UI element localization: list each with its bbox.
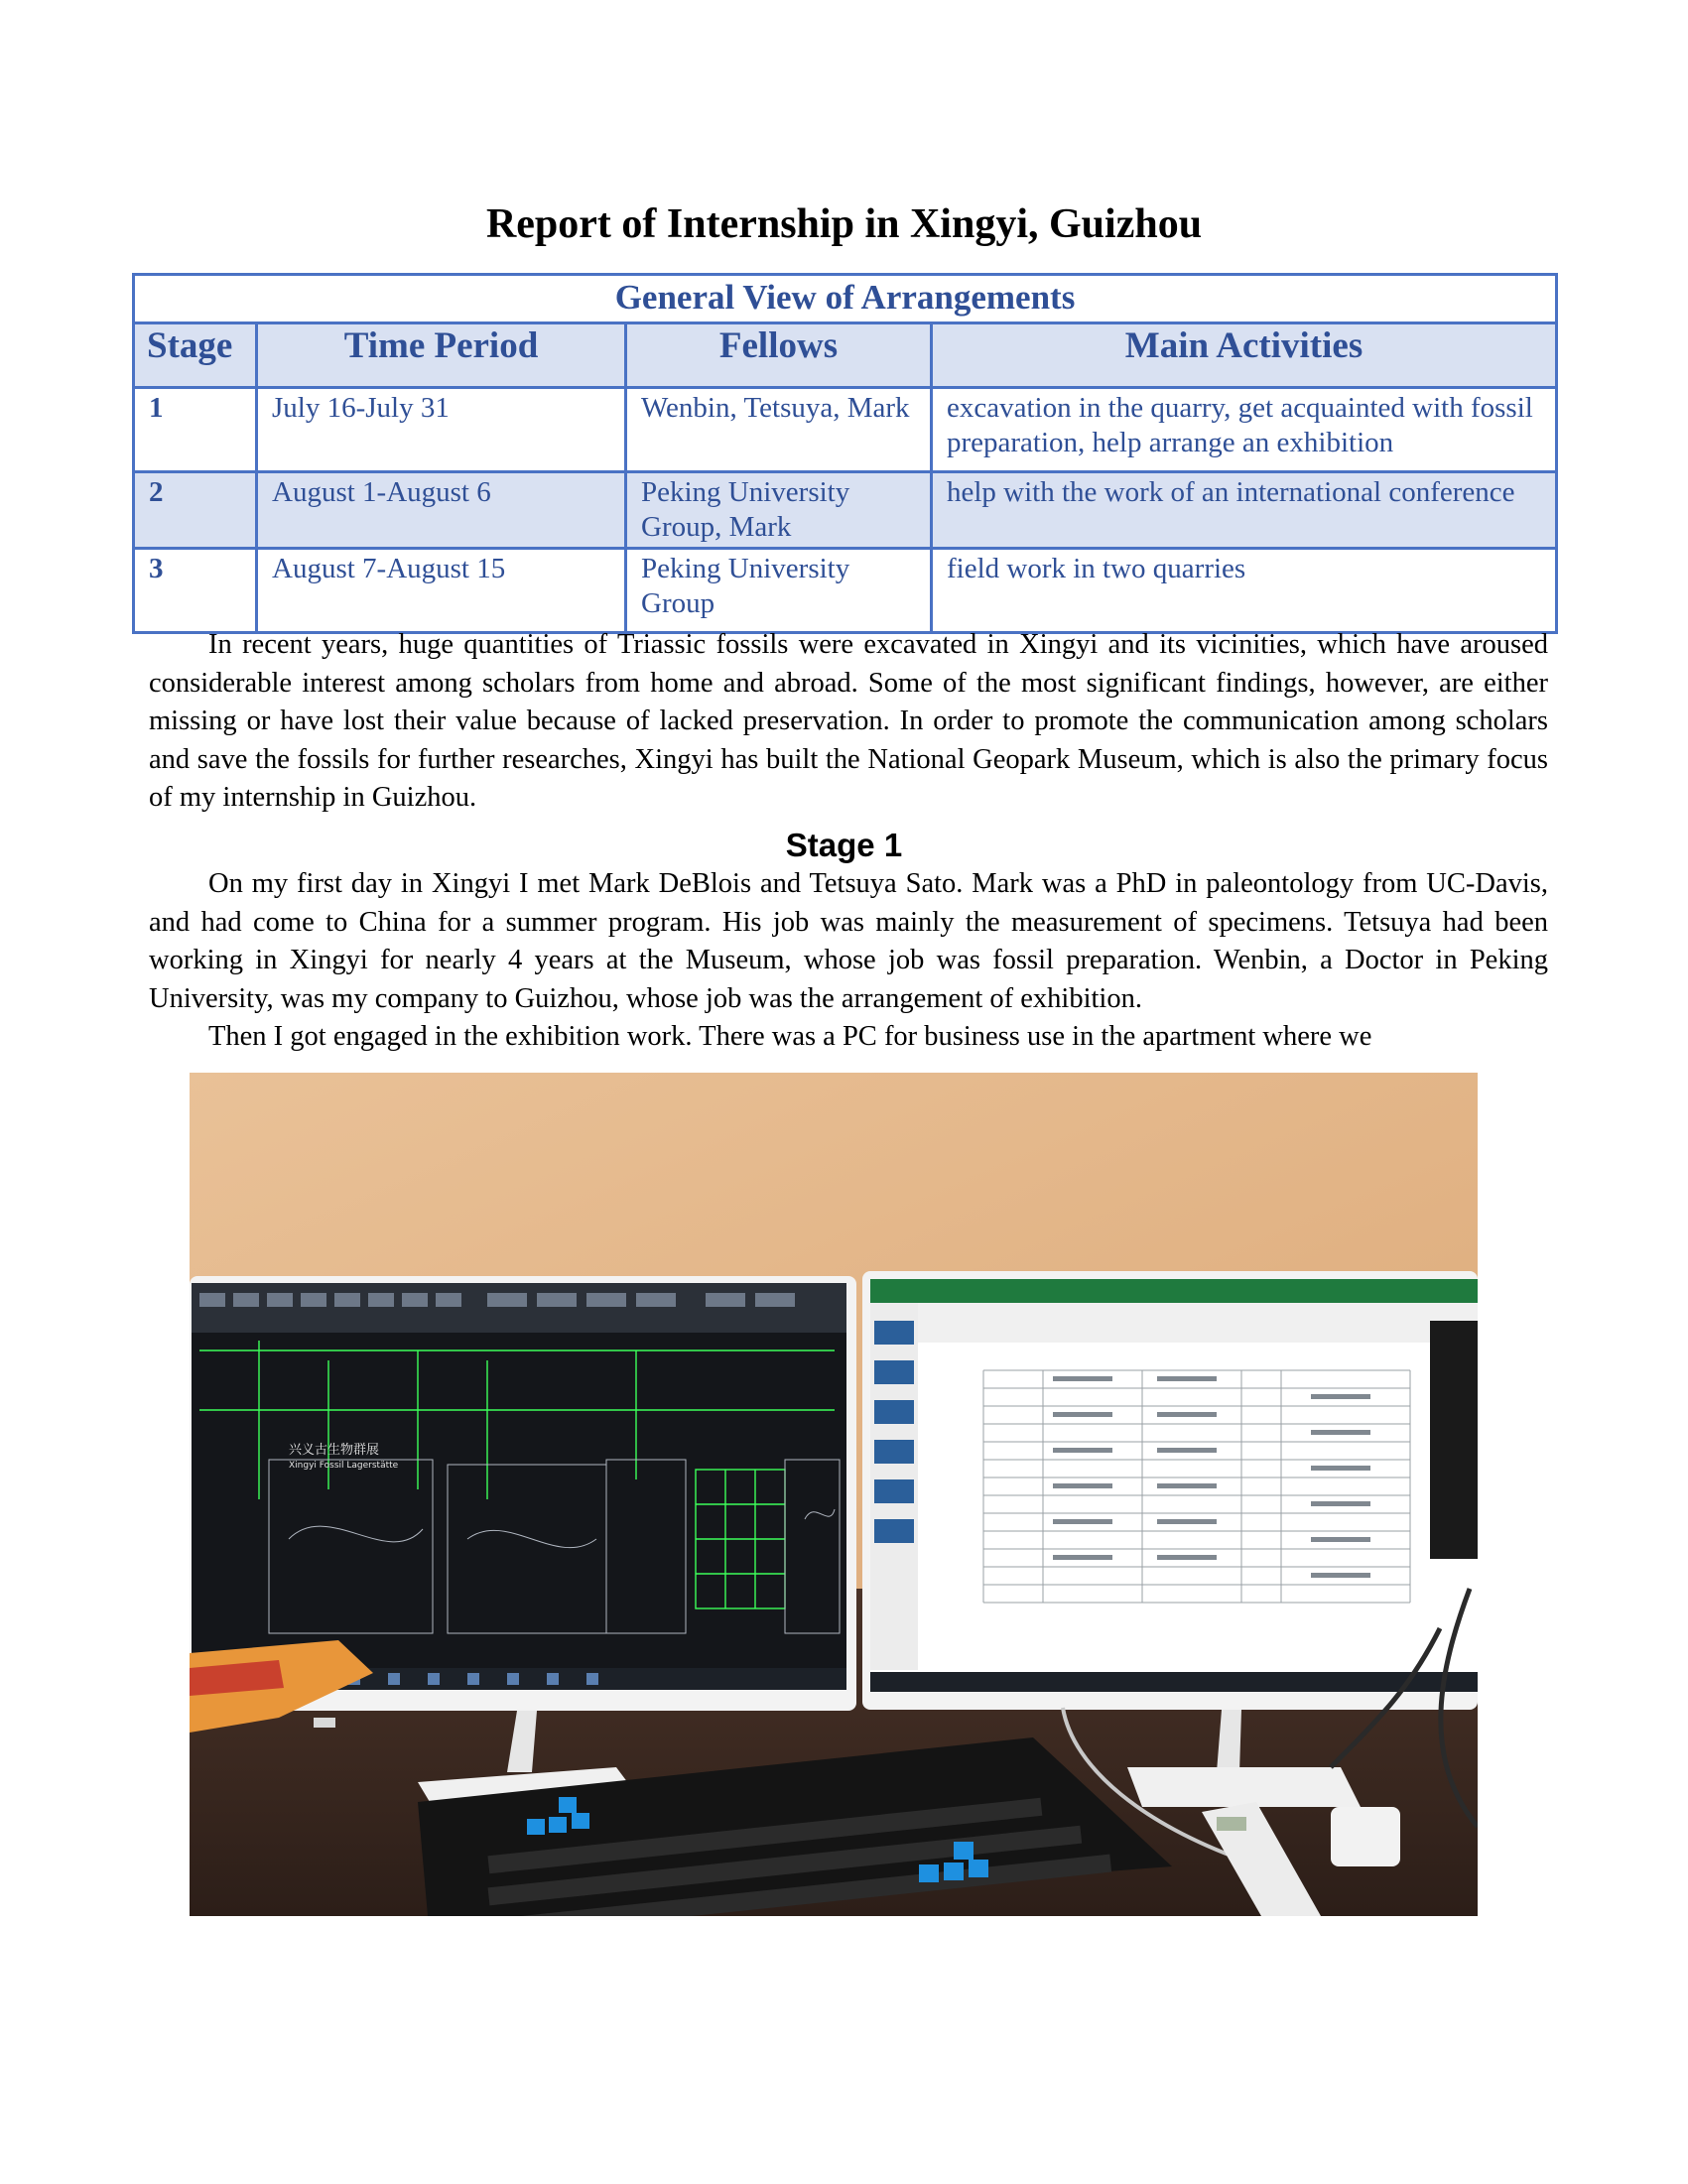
stage-1-heading: Stage 1 [785, 827, 903, 863]
cell-period: August 1-August 6 [257, 472, 626, 549]
intro-section [149, 626, 1548, 818]
cad-label: 兴义古生物群展 [289, 1443, 380, 1458]
cell-period: August 7-August 15 [257, 549, 626, 633]
intro-paragraph: In recent years, huge quantities of Triassic fossils were excavated in Xingyi and its vicinities, which have aroused considerable interest among scholars from home and abroad. Some of the most significant findings, however, are either missing or have lost their value because of lacked preservation. In order to promote the communication among scholars and save the fossils for further researches, Xingyi has built the National Geopark Museum, which is also the primary focus of my internship in Guizhou. [149, 629, 1548, 813]
table-row [134, 472, 1557, 549]
table-row [134, 388, 1557, 472]
table-caption: General View of Arrangements [134, 275, 1557, 323]
page-title: Report of Internship in Xingyi, Guizhou [485, 201, 1203, 247]
table-caption-row [134, 275, 1557, 323]
arrangements-table [132, 273, 1558, 634]
desk-photo-illustration [190, 1073, 1478, 1916]
stage-1-paragraph-2: Then I got engaged in the exhibition work. There was a PC for business use in the apartment where we [208, 1021, 1372, 1052]
cell-activities: excavation in the quarry, get acquainted with fossil preparation, help arrange an exhibition [932, 388, 1557, 472]
stage-1-paragraph-1: On my first day in Xingyi I met Mark DeBlois and Tetsuya Sato. Mark was a PhD in paleontology from UC-Davis, and had come to China for a summer program. His job was mainly the measurement of specimens. Tetsuya had been working in Xingyi for nearly 4 years at the Museum, whose job was fossil preparation. Wenbin, a Doctor in Peking University, was my company to Guizhou, whose job was the arrangement of exhibition. [149, 868, 1548, 1014]
cell-stage: 2 [134, 472, 257, 549]
cell-stage: 3 [134, 549, 257, 633]
cell-fellows: Peking University Group [626, 549, 932, 633]
cell-stage: 1 [134, 388, 257, 472]
header-fellows: Fellows [626, 323, 932, 388]
header-time-period: Time Period [257, 323, 626, 388]
charger [1331, 1807, 1400, 1866]
desk-photo [190, 1073, 1478, 1916]
table-header-row [134, 323, 1557, 388]
cell-activities: help with the work of an international conference [932, 472, 1557, 549]
header-stage: Stage [134, 323, 257, 388]
cell-period: July 16-July 31 [257, 388, 626, 472]
cell-fellows: Wenbin, Tetsuya, Mark [626, 388, 932, 472]
cad-sublabel: Xingyi Fossil Lagerstätte [289, 1461, 399, 1471]
cell-activities: field work in two quarries [932, 549, 1557, 633]
header-main-activities: Main Activities [932, 323, 1557, 388]
stage-1-section [149, 865, 1548, 1057]
table-row [134, 549, 1557, 633]
cell-fellows: Peking University Group, Mark [626, 472, 932, 549]
